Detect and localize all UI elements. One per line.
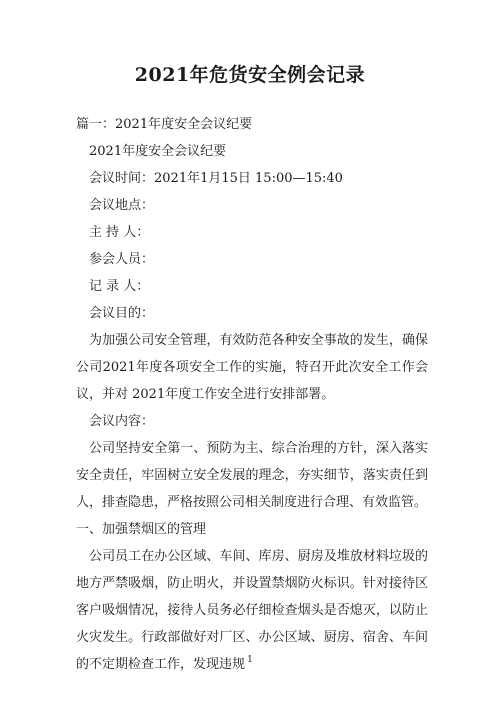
purpose-text: 为加强公司安全管理，有效防范各种安全事故的发生，确保公司2021年度各项安全工作的实施，特召开此次安全工作会议，并对 2021年度工作安全进行安排部署。 (76, 333, 428, 402)
meeting-time: 会议时间：2021年1月15日 15:00—15:40 (89, 171, 343, 186)
meeting-attendees: 参会人员： (89, 252, 155, 267)
meeting-host: 主 持 人： (89, 225, 150, 240)
item1-heading: 一、加强禁烟区的管理 (76, 522, 207, 537)
page-number: 1 (247, 655, 253, 665)
content-text: 公司坚持安全第一、预防为主、综合治理的方针，深入落实安全责任，牢固树立安全发展的理念，夯实细节，落实责任到人，排查隐患，严格按照公司相关制度进行合理、有效监管。 (76, 441, 428, 510)
section-heading: 篇一：2021年度安全会议纪要 (76, 117, 253, 132)
document-title: 2021年危货安全例会记录 (134, 64, 366, 86)
content-paragraph (76, 435, 428, 516)
meeting-minutes-subtitle: 2021年度安全会议纪要 (89, 144, 227, 159)
content-label: 会议内容： (89, 414, 155, 429)
purpose-paragraph (76, 327, 428, 408)
item1-text: 公司员工在办公区域、车间、库房、厨房及堆放材料垃圾的地方严禁吸烟，防止明火，并设置禁烟防火标识。针对接待区客户吸烟情况，接待人员务必仔细检查烟头是否熄灭，以防止火灾发生。行政部做好对厂区、办公区域、厨房、宿舍、车间的不定期检查工作，发现违规 (76, 549, 428, 672)
purpose-label: 会议目的： (89, 306, 155, 321)
meeting-place: 会议地点： (89, 198, 155, 213)
meeting-recorder: 记 录 人： (89, 279, 150, 294)
